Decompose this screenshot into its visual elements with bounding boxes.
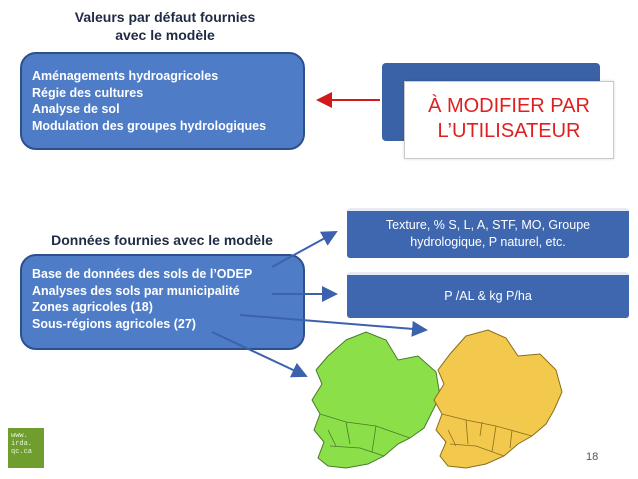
defaults-heading-line2: avec le modèle [115, 27, 215, 43]
regions-maps [306, 326, 586, 476]
provided-heading: Données fournies avec le modèle [51, 232, 273, 248]
soil-details-line2: hydrologique, P naturel, etc. [410, 235, 566, 249]
zones-map-green [312, 332, 440, 468]
arrow-to-soil-details [272, 232, 336, 267]
provided-item: Analyses des sols par municipalité [32, 283, 240, 298]
defaults-item: Analyse de sol [32, 102, 120, 116]
defaults-item: Aménagements hydroagricoles [32, 69, 219, 83]
defaults-item: Régie des cultures [32, 85, 144, 100]
analysis-details-text: P /AL & kg P/ha [444, 289, 532, 303]
user-box-line1: À MODIFIER PAR [428, 95, 590, 117]
provided-item: Sous-régions agricoles (27) [32, 316, 196, 331]
provided-item: Zones agricoles (18) [32, 300, 153, 314]
defaults-item: Modulation des groupes hydrologiques [32, 118, 267, 133]
user-box-line2: L’UTILISATEUR [437, 120, 581, 142]
soil-details-line1: Texture, % S, L, A, STF, MO, Groupe [385, 218, 591, 232]
arrow-to-subregions-map [212, 332, 306, 376]
irda-logo: www. irda. qc.ca [8, 428, 44, 468]
subregions-map-yellow [434, 330, 562, 468]
page-number: 18 [586, 451, 599, 463]
defaults-heading-line1: Valeurs par défaut fournies [74, 9, 256, 25]
provided-item: Base de données des sols de l’ODEP [32, 267, 253, 281]
